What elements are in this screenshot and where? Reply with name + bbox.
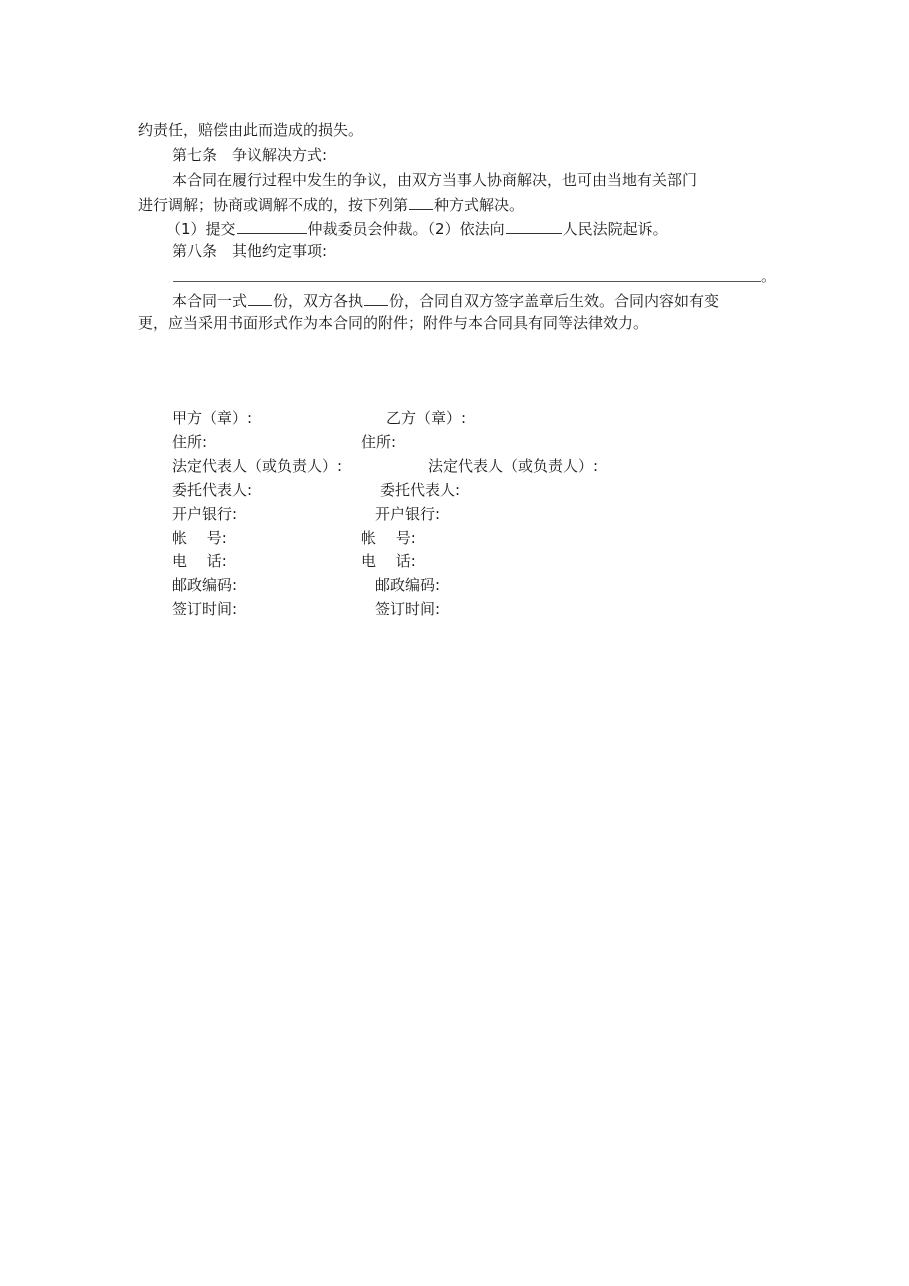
- party-a-seal: 甲方（章）:: [172, 409, 253, 427]
- other-matters-line-end: [761, 264, 776, 288]
- closing-line1: [172, 287, 719, 313]
- party-b-seal: 乙方（章）:: [386, 409, 467, 427]
- party-a-agent: 委托代表人:: [172, 481, 253, 499]
- other-matters-blank-line[interactable]: [173, 281, 761, 282]
- option1-text-a: （1）提交: [166, 220, 236, 238]
- party-b-sign-date: 签订时间:: [375, 600, 441, 618]
- party-a-account: 帐 号:: [172, 529, 227, 547]
- party-b-legal-rep: 法定代表人（或负责人）:: [428, 457, 599, 475]
- party-a-address: 住所:: [172, 433, 208, 451]
- closing-text-line2: 更，应当采用书面形式作为本合同的附件；附件与本合同具有同等法律效力。: [138, 314, 649, 332]
- article8-heading-text: 第八条 其他约定事项:: [172, 242, 328, 260]
- article7-para1-line1: [172, 168, 697, 192]
- party-b-bank: 开户银行:: [375, 505, 441, 523]
- each-holds-blank[interactable]: [364, 287, 388, 306]
- article7-options: [166, 215, 668, 241]
- court-blank[interactable]: [506, 215, 562, 234]
- arbitration-committee-blank[interactable]: [237, 215, 307, 234]
- option1-text-b: 仲裁委员会仲裁。（2）依法向: [307, 220, 505, 238]
- closing-text-a: 本合同一式: [172, 292, 248, 310]
- party-a-sign-date: 签订时间:: [172, 600, 238, 618]
- party-b-postcode: 邮政编码:: [375, 576, 441, 594]
- closing-line2: [138, 311, 648, 335]
- closing-text-b: 份，双方各执: [273, 292, 364, 310]
- article7-para1-line1-text: 本合同在履行过程中发生的争议，由双方当事人协商解决，也可由当地有关部门: [172, 171, 698, 189]
- party-b-address: 住所:: [361, 433, 397, 451]
- party-a-phone: 电 话:: [172, 552, 227, 570]
- article7-para1-line2-text-b: 种方式解决。: [434, 196, 525, 214]
- party-a-postcode: 邮政编码:: [172, 576, 238, 594]
- party-b-phone: 电 话:: [361, 552, 416, 570]
- article7-para1-line2: [138, 191, 524, 217]
- other-matters-period: 。: [761, 267, 777, 285]
- article7-heading: [172, 143, 327, 167]
- party-b-account: 帐 号:: [361, 529, 416, 547]
- option1-text-c: 人民法院起诉。: [562, 220, 668, 238]
- closing-text-c: 份，合同自双方签字盖章后生效。合同内容如有变: [389, 292, 720, 310]
- party-b-agent: 委托代表人:: [380, 481, 461, 499]
- party-a-legal-rep: 法定代表人（或负责人）:: [172, 457, 343, 475]
- continued-text: 约责任，赔偿由此而造成的损失。: [138, 121, 364, 139]
- party-a-bank: 开户银行:: [172, 505, 238, 523]
- method-number-blank[interactable]: [409, 191, 433, 210]
- copies-count-blank[interactable]: [248, 287, 272, 306]
- article8-heading: [172, 239, 327, 263]
- article7-heading-text: 第七条 争议解决方式:: [172, 146, 328, 164]
- continued-line: [138, 118, 363, 142]
- article7-para1-line2-text-a: 进行调解；协商或调解不成的，按下列第: [138, 196, 409, 214]
